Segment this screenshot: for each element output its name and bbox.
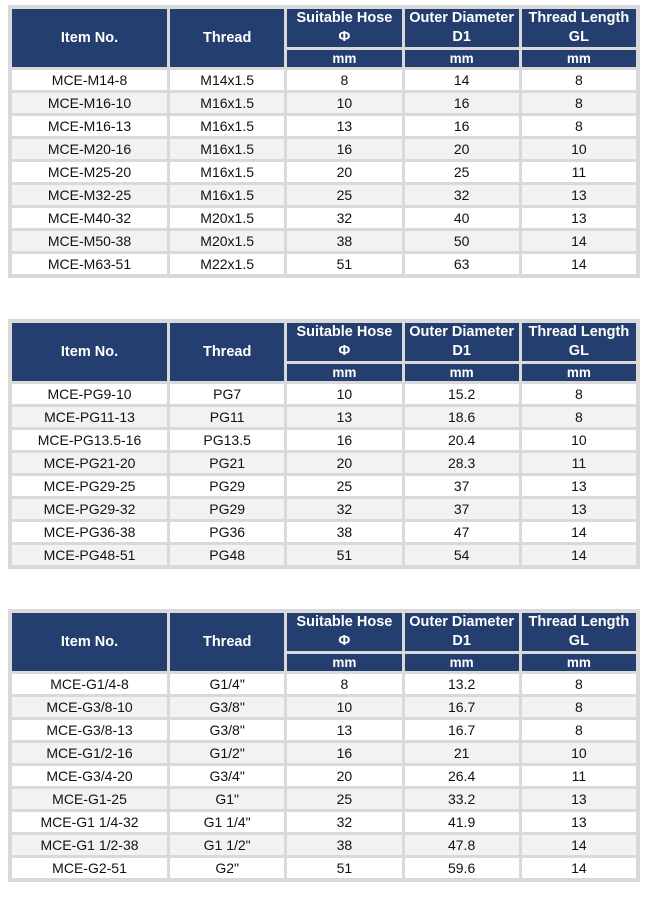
hose-cell: 32 — [287, 208, 401, 228]
thread-length-cell: 11 — [522, 766, 636, 786]
item-no-header: Item No. — [12, 9, 167, 67]
outer-diameter-unit: mm — [405, 654, 519, 671]
item-no-cell: MCE-G1-25 — [12, 789, 167, 809]
outer-diameter-cell: 16 — [405, 116, 519, 136]
hose-cell: 20 — [287, 766, 401, 786]
thread-header: Thread — [170, 323, 284, 381]
table-row — [12, 231, 636, 251]
thread-cell: M16x1.5 — [170, 93, 284, 113]
item-no-cell: MCE-M63-51 — [12, 254, 167, 274]
thread-cell: M16x1.5 — [170, 139, 284, 159]
table-row — [12, 116, 636, 136]
thread-cell: G1/2" — [170, 743, 284, 763]
item-no-cell: MCE-M25-20 — [12, 162, 167, 182]
table-row — [12, 93, 636, 113]
hose-cell: 10 — [287, 384, 401, 404]
outer-diameter-header: Outer Diameter D1 — [405, 9, 519, 47]
thread-length-cell: 8 — [522, 697, 636, 717]
m-thread-table — [8, 5, 640, 278]
thread-cell: PG48 — [170, 545, 284, 565]
item-no-cell: MCE-G1/2-16 — [12, 743, 167, 763]
outer-diameter-cell: 59.6 — [405, 858, 519, 878]
thread-cell: G3/8" — [170, 697, 284, 717]
table-row — [12, 453, 636, 473]
thread-length-cell: 8 — [522, 93, 636, 113]
thread-cell: M14x1.5 — [170, 70, 284, 90]
thread-length-cell: 13 — [522, 208, 636, 228]
thread-length-cell: 13 — [522, 812, 636, 832]
outer-diameter-cell: 63 — [405, 254, 519, 274]
hose-cell: 13 — [287, 116, 401, 136]
item-no-cell: MCE-G3/8-10 — [12, 697, 167, 717]
item-no-cell: MCE-M16-10 — [12, 93, 167, 113]
table-row — [12, 835, 636, 855]
hose-cell: 32 — [287, 812, 401, 832]
thread-cell: PG11 — [170, 407, 284, 427]
outer-diameter-header: Outer Diameter D1 — [405, 323, 519, 361]
thread-length-header: Thread Length GL — [522, 323, 636, 361]
outer-diameter-cell: 13.2 — [405, 674, 519, 694]
outer-diameter-cell: 28.3 — [405, 453, 519, 473]
hose-cell: 25 — [287, 789, 401, 809]
item-no-cell: MCE-M16-13 — [12, 116, 167, 136]
item-no-cell: MCE-PG21-20 — [12, 453, 167, 473]
item-no-cell: MCE-PG36-38 — [12, 522, 167, 542]
item-no-cell: MCE-PG29-25 — [12, 476, 167, 496]
hose-cell: 8 — [287, 70, 401, 90]
hose-cell: 38 — [287, 231, 401, 251]
thread-cell: M16x1.5 — [170, 116, 284, 136]
table-row — [12, 70, 636, 90]
hose-unit: mm — [287, 654, 401, 671]
outer-diameter-cell: 40 — [405, 208, 519, 228]
thread-cell: G1 1/2" — [170, 835, 284, 855]
thread-length-cell: 13 — [522, 476, 636, 496]
table-row — [12, 858, 636, 878]
pg-thread-table — [8, 319, 640, 569]
hose-cell: 38 — [287, 522, 401, 542]
item-no-cell: MCE-PG48-51 — [12, 545, 167, 565]
thread-cell: G3/4" — [170, 766, 284, 786]
g-thread-table — [8, 609, 640, 882]
thread-length-cell: 14 — [522, 522, 636, 542]
thread-length-unit: mm — [522, 654, 636, 671]
hose-cell: 51 — [287, 545, 401, 565]
hose-cell: 16 — [287, 743, 401, 763]
thread-cell: M20x1.5 — [170, 231, 284, 251]
thread-length-cell: 14 — [522, 231, 636, 251]
item-no-header: Item No. — [12, 613, 167, 671]
table-row — [12, 766, 636, 786]
outer-diameter-cell: 37 — [405, 476, 519, 496]
thread-length-cell: 14 — [522, 858, 636, 878]
hose-header: Suitable Hose Φ — [287, 323, 401, 361]
hose-cell: 10 — [287, 697, 401, 717]
outer-diameter-cell: 25 — [405, 162, 519, 182]
table-row — [12, 743, 636, 763]
thread-length-cell: 13 — [522, 499, 636, 519]
item-no-cell: MCE-G2-51 — [12, 858, 167, 878]
thread-cell: PG29 — [170, 499, 284, 519]
table-row — [12, 697, 636, 717]
outer-diameter-unit: mm — [405, 364, 519, 381]
hose-cell: 25 — [287, 476, 401, 496]
hose-cell: 13 — [287, 720, 401, 740]
thread-cell: PG21 — [170, 453, 284, 473]
outer-diameter-cell: 32 — [405, 185, 519, 205]
outer-diameter-cell: 16.7 — [405, 720, 519, 740]
hose-cell: 13 — [287, 407, 401, 427]
table-row — [12, 812, 636, 832]
outer-diameter-cell: 54 — [405, 545, 519, 565]
hose-cell: 8 — [287, 674, 401, 694]
outer-diameter-cell: 47.8 — [405, 835, 519, 855]
thread-length-unit: mm — [522, 50, 636, 67]
thread-length-cell: 8 — [522, 674, 636, 694]
item-no-cell: MCE-G3/4-20 — [12, 766, 167, 786]
hose-header: Suitable Hose Φ — [287, 613, 401, 651]
table-row — [12, 139, 636, 159]
thread-length-header: Thread Length GL — [522, 9, 636, 47]
outer-diameter-cell: 33.2 — [405, 789, 519, 809]
thread-cell: M20x1.5 — [170, 208, 284, 228]
item-no-cell: MCE-PG13.5-16 — [12, 430, 167, 450]
hose-unit: mm — [287, 364, 401, 381]
item-no-header: Item No. — [12, 323, 167, 381]
hose-cell: 51 — [287, 254, 401, 274]
item-no-cell: MCE-G1 1/2-38 — [12, 835, 167, 855]
thread-length-cell: 14 — [522, 254, 636, 274]
thread-length-cell: 10 — [522, 139, 636, 159]
hose-cell: 16 — [287, 139, 401, 159]
item-no-cell: MCE-M32-25 — [12, 185, 167, 205]
outer-diameter-cell: 50 — [405, 231, 519, 251]
thread-cell: G2" — [170, 858, 284, 878]
spec-table — [9, 610, 639, 881]
hose-cell: 25 — [287, 185, 401, 205]
hose-header: Suitable Hose Φ — [287, 9, 401, 47]
spec-table — [9, 320, 639, 568]
table-row — [12, 185, 636, 205]
table-row — [12, 789, 636, 809]
outer-diameter-cell: 20 — [405, 139, 519, 159]
thread-length-cell: 14 — [522, 835, 636, 855]
outer-diameter-cell: 14 — [405, 70, 519, 90]
outer-diameter-cell: 41.9 — [405, 812, 519, 832]
table-row — [12, 208, 636, 228]
thread-cell: M22x1.5 — [170, 254, 284, 274]
thread-length-cell: 13 — [522, 789, 636, 809]
spec-table — [9, 6, 639, 277]
item-no-cell: MCE-M50-38 — [12, 231, 167, 251]
table-row — [12, 254, 636, 274]
table-row — [12, 545, 636, 565]
thread-cell: G1" — [170, 789, 284, 809]
outer-diameter-cell: 20.4 — [405, 430, 519, 450]
thread-cell: G1/4" — [170, 674, 284, 694]
thread-length-unit: mm — [522, 364, 636, 381]
hose-cell: 16 — [287, 430, 401, 450]
item-no-cell: MCE-PG9-10 — [12, 384, 167, 404]
table-row — [12, 476, 636, 496]
outer-diameter-cell: 18.6 — [405, 407, 519, 427]
table-row — [12, 162, 636, 182]
thread-length-cell: 8 — [522, 384, 636, 404]
thread-header: Thread — [170, 613, 284, 671]
thread-length-cell: 8 — [522, 116, 636, 136]
hose-cell: 20 — [287, 162, 401, 182]
thread-cell: PG36 — [170, 522, 284, 542]
item-no-cell: MCE-PG11-13 — [12, 407, 167, 427]
outer-diameter-cell: 26.4 — [405, 766, 519, 786]
outer-diameter-unit: mm — [405, 50, 519, 67]
thread-cell: PG29 — [170, 476, 284, 496]
hose-cell: 20 — [287, 453, 401, 473]
item-no-cell: MCE-G1/4-8 — [12, 674, 167, 694]
outer-diameter-cell: 16.7 — [405, 697, 519, 717]
thread-cell: PG13.5 — [170, 430, 284, 450]
item-no-cell: MCE-M14-8 — [12, 70, 167, 90]
item-no-cell: MCE-G1 1/4-32 — [12, 812, 167, 832]
hose-cell: 38 — [287, 835, 401, 855]
hose-cell: 10 — [287, 93, 401, 113]
thread-cell: M16x1.5 — [170, 162, 284, 182]
outer-diameter-cell: 37 — [405, 499, 519, 519]
thread-length-cell: 8 — [522, 407, 636, 427]
thread-length-cell: 11 — [522, 162, 636, 182]
item-no-cell: MCE-PG29-32 — [12, 499, 167, 519]
table-row — [12, 407, 636, 427]
outer-diameter-header: Outer Diameter D1 — [405, 613, 519, 651]
thread-length-cell: 10 — [522, 743, 636, 763]
outer-diameter-cell: 47 — [405, 522, 519, 542]
table-row — [12, 384, 636, 404]
thread-cell: G1 1/4" — [170, 812, 284, 832]
item-no-cell: MCE-G3/8-13 — [12, 720, 167, 740]
hose-cell: 51 — [287, 858, 401, 878]
thread-length-cell: 13 — [522, 185, 636, 205]
hose-cell: 32 — [287, 499, 401, 519]
thread-length-cell: 8 — [522, 720, 636, 740]
table-row — [12, 522, 636, 542]
thread-length-cell: 11 — [522, 453, 636, 473]
outer-diameter-cell: 15.2 — [405, 384, 519, 404]
thread-length-cell: 14 — [522, 545, 636, 565]
table-row — [12, 674, 636, 694]
table-row — [12, 720, 636, 740]
thread-header: Thread — [170, 9, 284, 67]
thread-cell: G3/8" — [170, 720, 284, 740]
hose-unit: mm — [287, 50, 401, 67]
thread-cell: M16x1.5 — [170, 185, 284, 205]
table-row — [12, 499, 636, 519]
item-no-cell: MCE-M40-32 — [12, 208, 167, 228]
thread-length-header: Thread Length GL — [522, 613, 636, 651]
item-no-cell: MCE-M20-16 — [12, 139, 167, 159]
outer-diameter-cell: 21 — [405, 743, 519, 763]
outer-diameter-cell: 16 — [405, 93, 519, 113]
table-row — [12, 430, 636, 450]
thread-length-cell: 8 — [522, 70, 636, 90]
thread-length-cell: 10 — [522, 430, 636, 450]
thread-cell: PG7 — [170, 384, 284, 404]
